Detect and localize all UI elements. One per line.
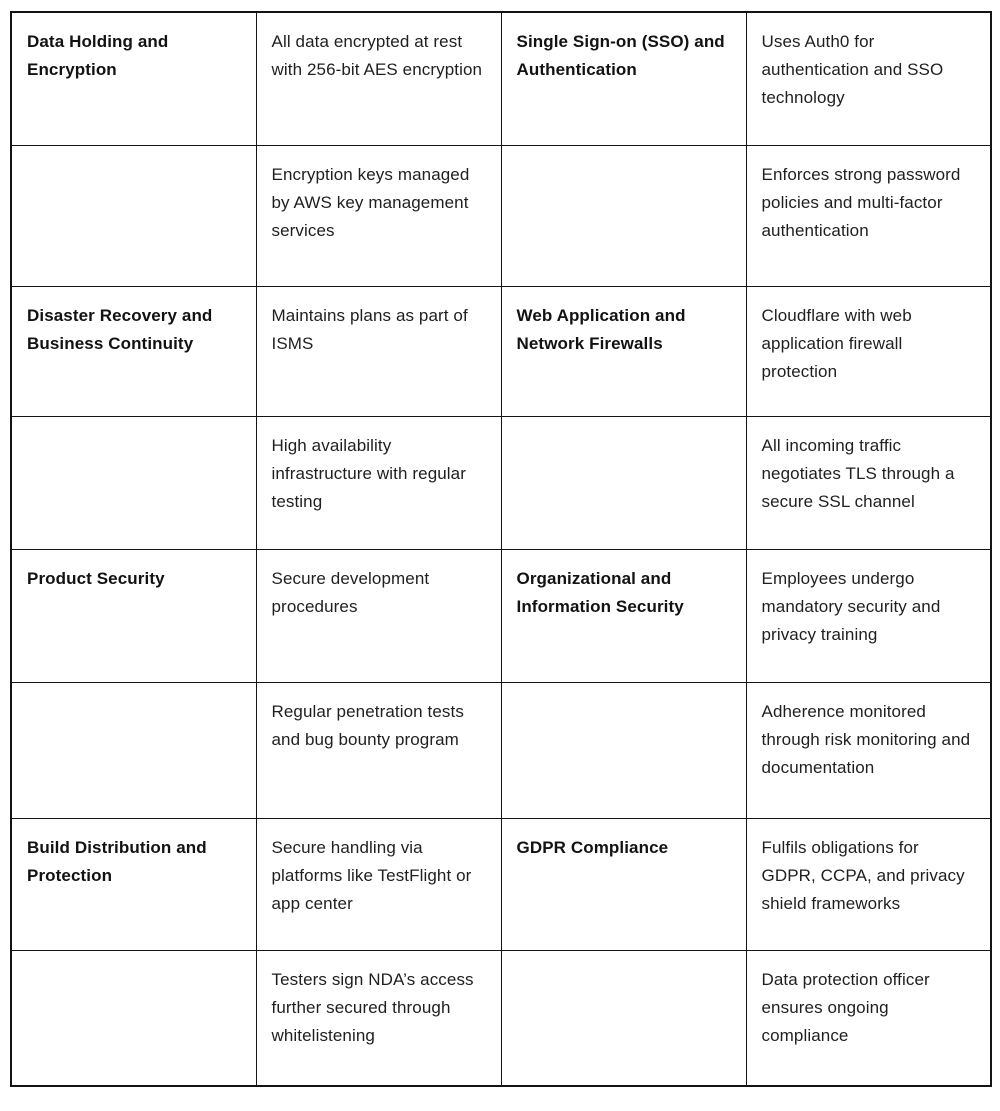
detail-cell: Cloudflare with web application firewall protection: [746, 286, 991, 416]
detail-cell: Regular penetration tests and bug bounty program: [256, 682, 501, 818]
detail-cell: Testers sign NDA’s access further secured through whitelistening: [256, 950, 501, 1086]
detail-cell: Adherence monitored through risk monitoring and documentation: [746, 682, 991, 818]
detail-cell: Employees undergo mandatory security and privacy training: [746, 549, 991, 682]
detail-cell: Enforces strong password policies and multi-factor authentication: [746, 145, 991, 286]
detail-cell: Data protection officer ensures ongoing compliance: [746, 950, 991, 1086]
table-row: [11, 286, 991, 416]
detail-cell: Secure development procedures: [256, 549, 501, 682]
category-cell: Disaster Recovery and Business Continuity: [11, 286, 256, 416]
detail-cell: Encryption keys managed by AWS key management services: [256, 145, 501, 286]
detail-cell: Maintains plans as part of ISMS: [256, 286, 501, 416]
detail-cell: All data encrypted at rest with 256-bit AES encryption: [256, 12, 501, 145]
category-cell: [501, 682, 746, 818]
security-compliance-table: [10, 11, 992, 1087]
table-row: [11, 416, 991, 549]
table-row: [11, 12, 991, 145]
detail-cell: High availability infrastructure with regular testing: [256, 416, 501, 549]
category-cell: [501, 145, 746, 286]
category-cell: Web Application and Network Firewalls: [501, 286, 746, 416]
detail-cell: All incoming traffic negotiates TLS through a secure SSL channel: [746, 416, 991, 549]
detail-cell: Fulfils obligations for GDPR, CCPA, and privacy shield frameworks: [746, 818, 991, 950]
category-cell: [501, 416, 746, 549]
table-row: [11, 682, 991, 818]
category-cell: GDPR Compliance: [501, 818, 746, 950]
table-row: [11, 549, 991, 682]
category-cell: [501, 950, 746, 1086]
category-cell: [11, 416, 256, 549]
category-cell: Single Sign-on (SSO) and Authentication: [501, 12, 746, 145]
category-cell: Build Distribution and Protection: [11, 818, 256, 950]
category-cell: [11, 682, 256, 818]
table-row: [11, 818, 991, 950]
category-cell: [11, 950, 256, 1086]
detail-cell: Uses Auth0 for authentication and SSO technology: [746, 12, 991, 145]
table-row: [11, 145, 991, 286]
table-row: [11, 950, 991, 1086]
category-cell: Data Holding and Encryption: [11, 12, 256, 145]
category-cell: [11, 145, 256, 286]
detail-cell: Secure handling via platforms like TestFlight or app center: [256, 818, 501, 950]
category-cell: Organizational and Information Security: [501, 549, 746, 682]
category-cell: Product Security: [11, 549, 256, 682]
